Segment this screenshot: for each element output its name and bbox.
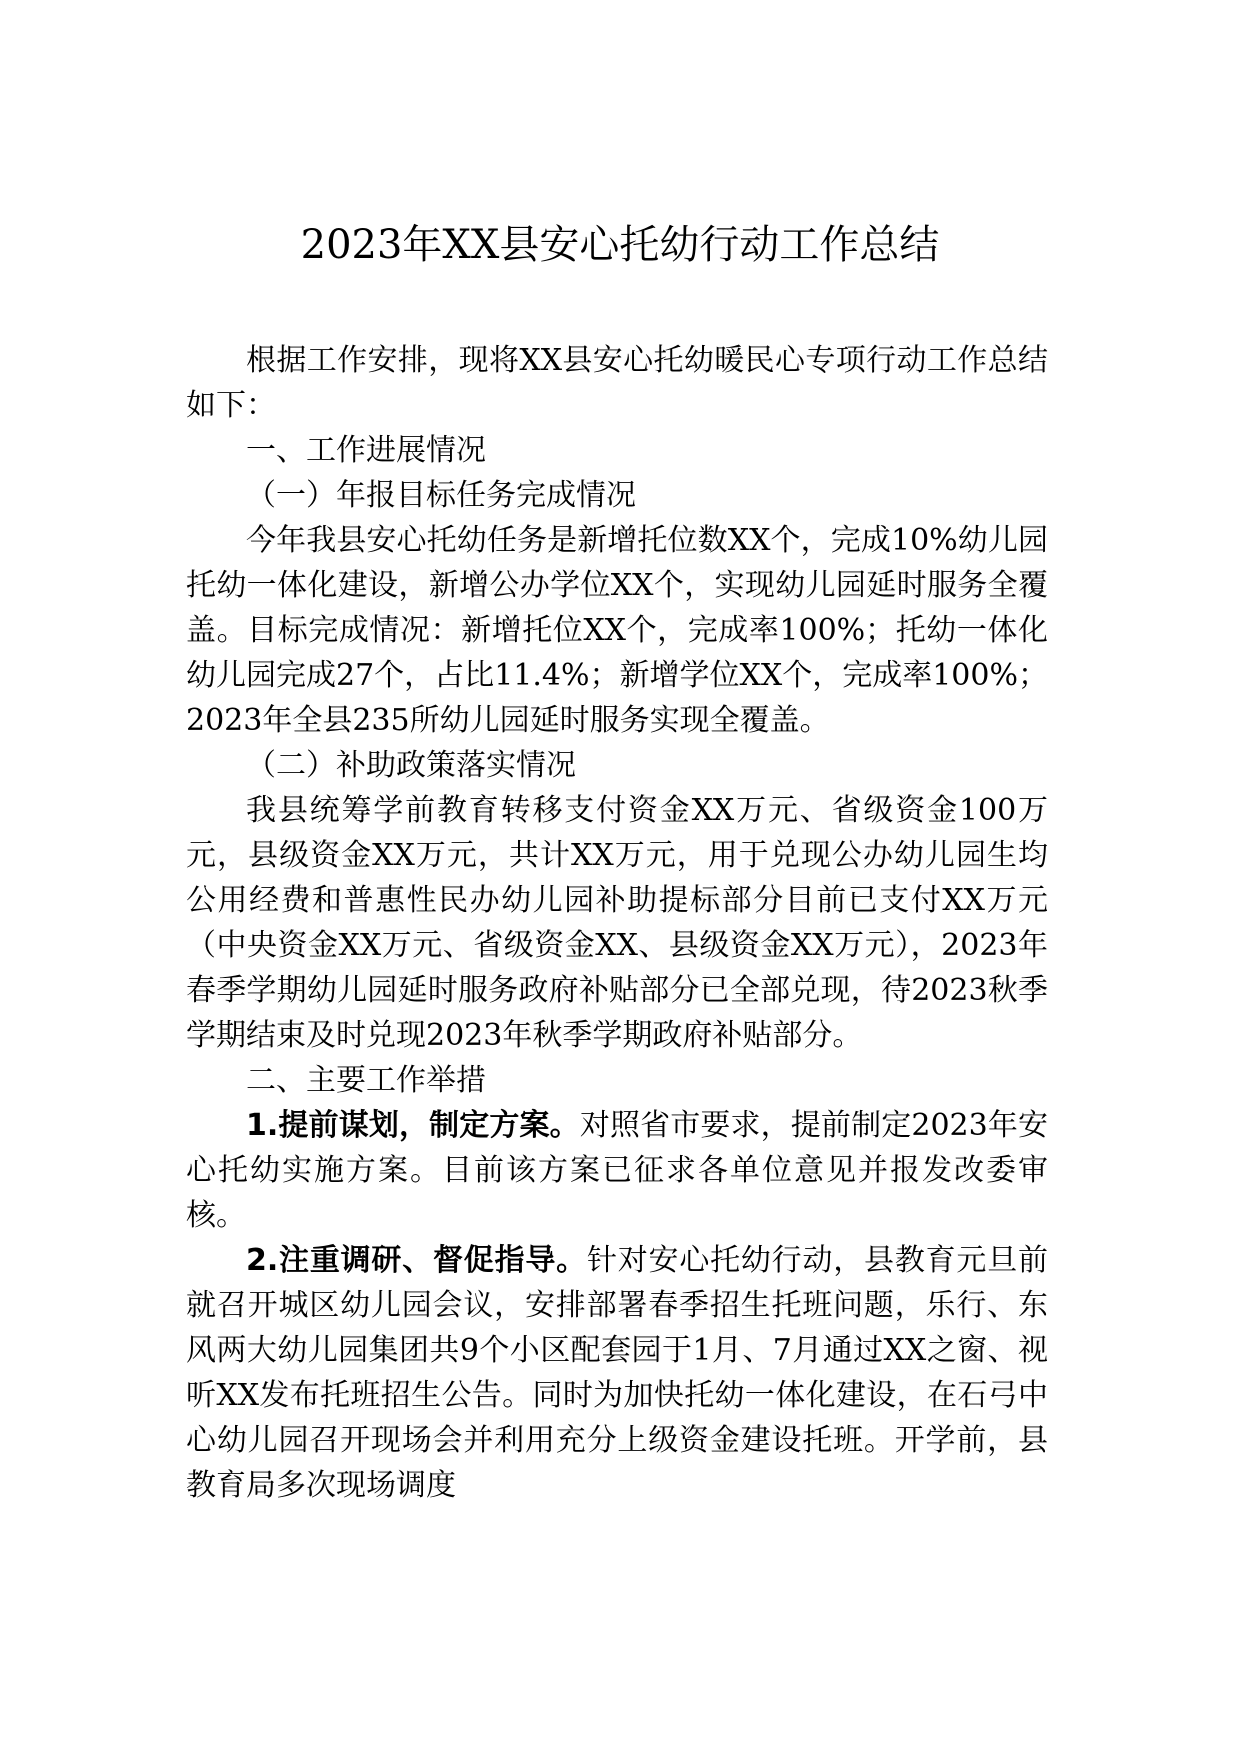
subsection-heading-targets: （一）年报目标任务完成情况	[246, 478, 636, 513]
paragraph-targets: 今年我县安心托幼任务是新增托位数XX个，完成10%幼儿园托幼一体化建设，新增公办学位XX个，实现幼儿园延时服务全覆盖。目标完成情况：新增托位XX个，完成率100%；托幼一体化幼儿园完成27个，占比11.4%；新增学位XX个，完成率100%；2023年全县235所幼儿园延时服务实现全覆盖。	[186, 523, 1048, 738]
subsection-heading-subsidy: （二）补助政策落实情况	[246, 748, 576, 783]
document-body	[186, 338, 1048, 1508]
paragraph-subsidy: 我县统筹学前教育转移支付资金XX万元、省级资金100万元，县级资金XX万元，共计XX万元，用于兑现公办幼儿园生均公用经费和普惠性民办幼儿园补助提标部分目前已支付XX万元（中央资金XX万元、省级资金XX、县级资金XX万元），2023年春季学期幼儿园延时服务政府补贴部分已全部兑现，待2023秋季学期结束及时兑现2023年秋季学期政府补贴部分。	[186, 793, 1048, 1053]
measure-1-lead: 1.提前谋划，制定方案。	[246, 1108, 580, 1143]
paragraph-measure-2	[186, 1238, 1048, 1508]
section-heading-measures: 二、主要工作举措	[246, 1063, 486, 1098]
intro-paragraph: 根据工作安排，现将XX县安心托幼暖民心专项行动工作总结如下：	[186, 343, 1048, 423]
measure-2-lead: 2.注重调研、督促指导。	[246, 1243, 587, 1278]
paragraph-measure-1	[186, 1103, 1048, 1238]
measure-2-text: 针对安心托幼行动，县教育元旦前就召开城区幼儿园会议，安排部署春季招生托班问题，乐行、东风两大幼儿园集团共9个小区配套园于1月、7月通过XX之窗、视听XX发布托班招生公告。同时为加快托幼一体化建设，在石弓中心幼儿园召开现场会并利用充分上级资金建设托班。开学前，县教育局多次现场调度	[186, 1243, 1048, 1503]
section-heading-progress: 一、工作进展情况	[246, 433, 486, 468]
measure-1-text: 对照省市要求，提前制定2023年安心托幼实施方案。目前该方案已征求各单位意见并报发改委审核。	[186, 1108, 1048, 1233]
document-title: 2023年XX县安心托幼行动工作总结	[300, 222, 940, 268]
